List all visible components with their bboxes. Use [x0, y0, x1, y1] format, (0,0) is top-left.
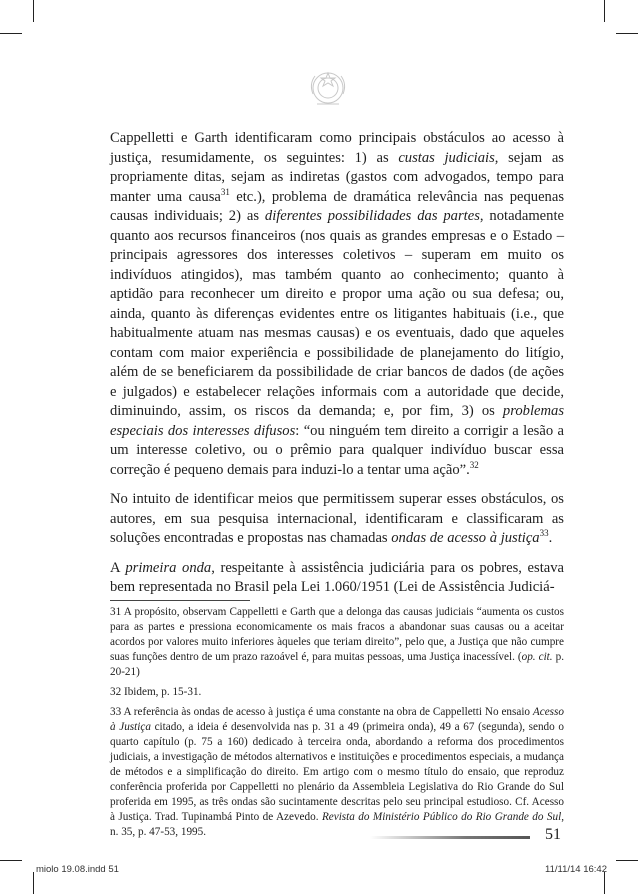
- footnote-32: [110, 685, 564, 700]
- crop-mark-top-left-v: [33, 0, 34, 22]
- crop-mark-bottom-left-v: [33, 872, 34, 894]
- paragraph-first-wave: [110, 559, 564, 598]
- text-run: : “ou ninguém tem direito a corrigir a lesão a um interesse coletivo, ou o prêmio para qualquer indivíduo buscar essa correção é pequeno demais para induzi-lo a tentar uma ação”.: [110, 422, 564, 478]
- page-number: 51: [545, 826, 561, 843]
- crop-mark-top-left-h: [0, 33, 22, 34]
- footnote-31: [110, 605, 564, 680]
- crop-mark-top-right-v: [604, 0, 605, 22]
- text-run: p. 20-21): [110, 651, 565, 678]
- italic-run: op. cit.: [521, 651, 553, 663]
- text-run: etc.), problema de dramática relevância nas pequenas causas individuais; 2) as: [110, 188, 564, 224]
- italic-run: custas judiciais: [398, 149, 495, 166]
- text-run: citado, a ideia é desenvolvida nas p. 31 a 49 (primeira onda), 49 a 67 (segunda), sendo o quarto capítulo (p. 75 a 160) dedicado à terceira onda, abordando a reforma dos procedimentos judiciais, a investigação de métodos alternativos e instituições e procedimentos especiais, a mudança de métodos e a simplificação do direito. Em artigo com o mesmo título do ensaio, que reproduz conferência proferida por Cappelletti no plenário da Assembleia Legislativa do Rio Grande do Sul proferida em 1995, as três ondas são sucintamente descritas pelo seu principal estudioso. Cf. Acesso à Justiça. Trad. Tupinambá Pinto de Azevedo.: [110, 721, 564, 823]
- main-text: [110, 129, 564, 608]
- text-run: , n. 35, p. 47-53, 1995.: [110, 811, 564, 838]
- text-run: , sejam as propriamente ditas, sejam as indiretas (gastos com advogados, tempo para manter uma causa: [110, 149, 564, 205]
- footnotes: [110, 605, 564, 845]
- footnote-ref: 31: [220, 186, 230, 197]
- seal-emblem-icon: [303, 64, 353, 114]
- crop-mark-top-right-h: [616, 33, 638, 34]
- text-run: , respeitante à assistência judiciária para os pobres, estava bem representada no Brasil pela Lei 1.060/1951 (Lei de Assistência Judiciá-: [110, 559, 564, 595]
- italic-run: primeira onda: [125, 559, 212, 576]
- text-run: No intuito de identificar meios que permitissem superar esses obstáculos, os autores, em sua pesquisa internacional, identificaram e classificaram as soluções encontradas e propostas nas chamadas: [110, 491, 564, 546]
- text-run: A: [110, 559, 126, 576]
- paragraph-obstacles: [110, 129, 564, 480]
- text-run: 31 A propósito, observam Cappelletti e Garth que a delonga das causas judiciais “aumenta os custos para as partes e pressiona economicamente os mais fracos a abandonar suas causas ou a aceitar acordos por valores muito inferiores àqueles que teriam direito”, pelo que, a Justiça que não cumpre suas funções dentro de um prazo razoável é, para muitas pessoas, uma Justiça inacessível. (: [110, 606, 564, 663]
- italic-run: ondas de acesso à justiça: [391, 530, 540, 546]
- text-run: , notadamente quanto aos recursos financeiros (nos quais as grandes empresas e o Estado – principais agressores dos interesses coletivos – superam em muito os indivíduos atingidos), mas também quanto ao conhecimento; quanto à aptidão para reconhecer um direito e propor uma ação ou sua defesa; ou, ainda, quanto às diferenças evidentes entre os litigantes habituais (i.e., que habitualmente atuam nas mesmas causas) e os eventuais, dado que aqueles contam com maior experiência e possibilidade de planejamento do litígio, além de se beneficiarem da possibilidade de criar bancos de dados (de ações e julgados) e estabelecer relações informais com a autoridade que decide, diminuindo, assim, os riscos da demanda; e, por fim, 3) os: [110, 208, 564, 419]
- text-run: Cappelletti e Garth identificaram como principais obstáculos ao acesso à justiça, resumidamente, os seguintes: 1) as: [110, 130, 564, 166]
- italic-run: Revista do Ministério Público do Rio Grande do Sul: [321, 811, 562, 823]
- italic-run: diferentes possibilidades das partes: [264, 208, 480, 224]
- imprint-file: miolo 19.08.indd 51: [36, 864, 119, 875]
- footnote-ref: 32: [469, 459, 479, 470]
- footnote-ref: 33: [539, 528, 549, 539]
- crop-mark-bottom-right-h: [616, 860, 638, 861]
- imprint-date: 11/11/14 16:42: [545, 864, 607, 875]
- page-number-rule: [370, 836, 530, 839]
- footnote-33: [110, 705, 564, 840]
- italic-run: Acesso à Justiça: [110, 706, 564, 733]
- paragraph-waves: [110, 490, 564, 549]
- footnote-separator: [110, 600, 250, 601]
- crop-mark-bottom-left-h: [0, 860, 22, 861]
- text-run: 32 Ibidem, p. 15-31.: [110, 686, 202, 698]
- italic-run: problemas especiais dos interesses difusos: [110, 403, 564, 439]
- crop-mark-bottom-right-v: [604, 872, 605, 894]
- text-run: .: [548, 530, 553, 546]
- text-run: 33 A referência às ondas de acesso à justiça é uma constante na obra de Cappelletti No ensaio: [110, 706, 533, 718]
